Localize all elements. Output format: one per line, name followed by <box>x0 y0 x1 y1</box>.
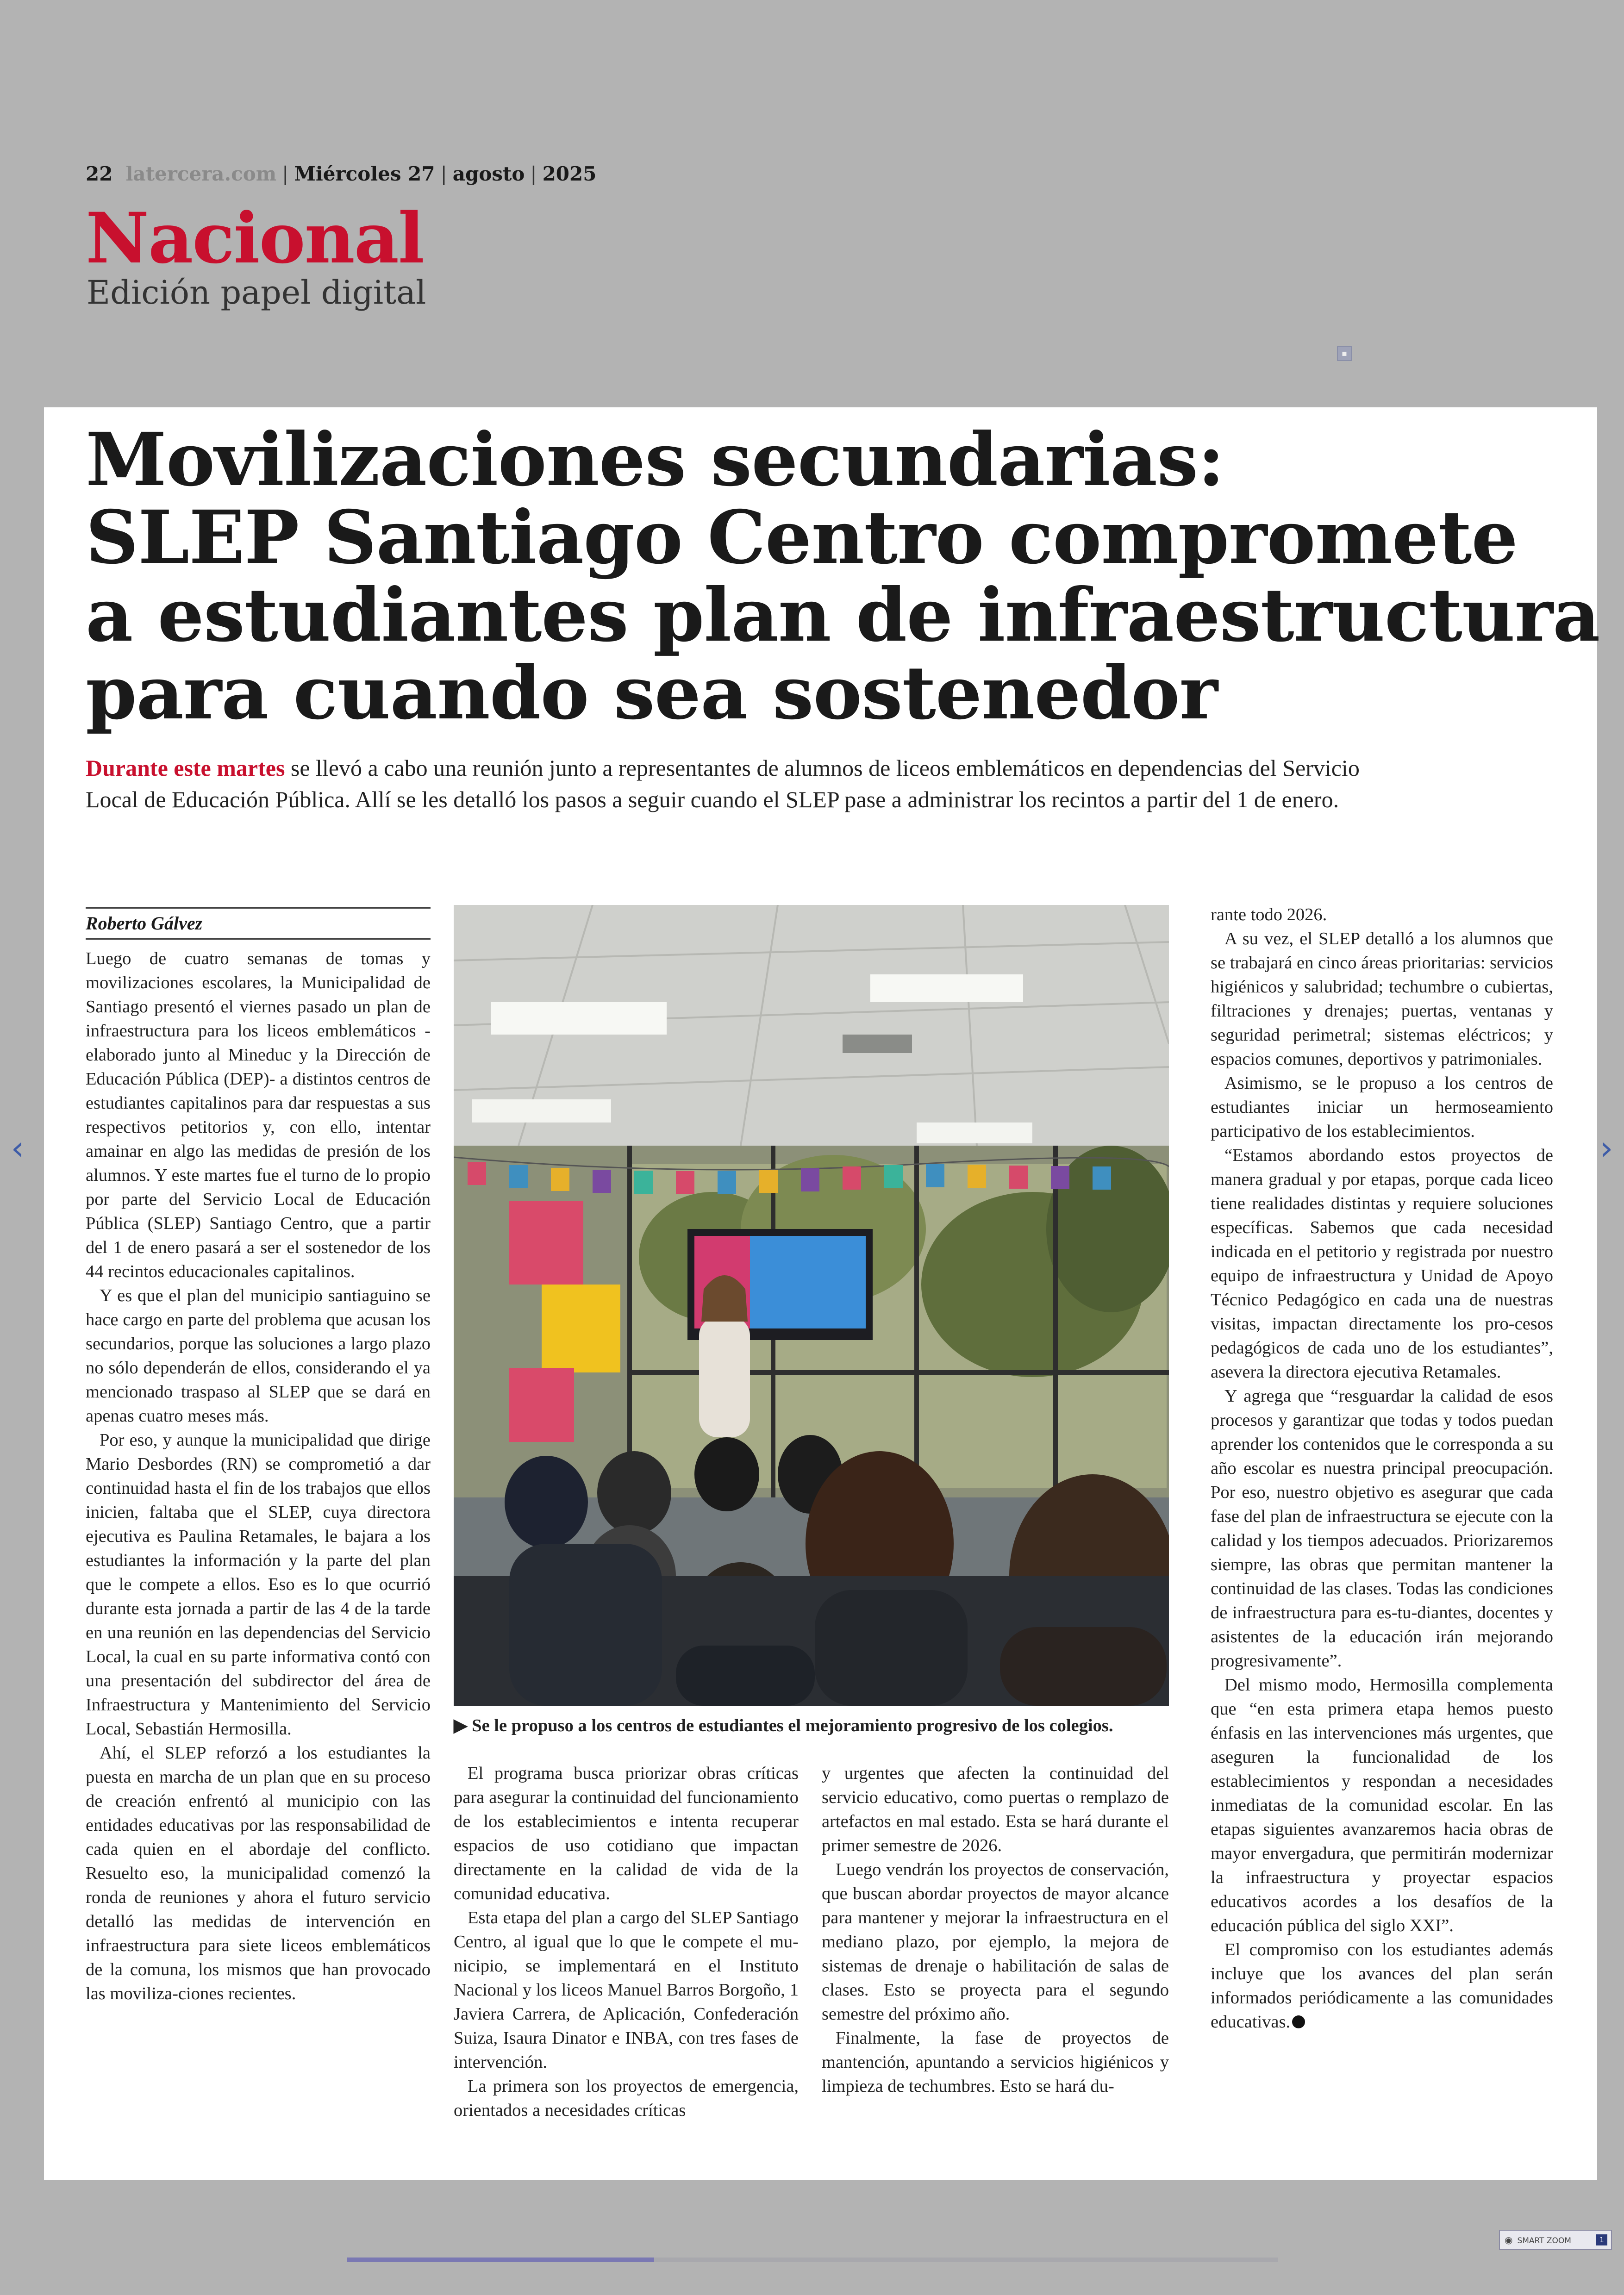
byline: Roberto Gálvez <box>86 907 431 940</box>
paragraph: A su vez, el SLEP detalló a los alumnos que se trabajará en cinco áreas prioritarias: servicios higiénicos y salubridad; techumbre o cubiertas, filtraciones y drenajes; puertas, ventanas y seguridad perimetral; sistemas eléctricos; y espacios comunes, deportivos y patrimoniales. <box>1211 929 1553 1069</box>
page-progress-fill <box>347 2258 654 2262</box>
separator: | <box>530 162 537 185</box>
article-headline <box>86 417 1600 736</box>
paragraph-text: El compromiso con los estudiantes además incluye que los avances del plan serán informados periódicamente a las comunidades educativas. <box>1211 1940 1553 2032</box>
separator: | <box>440 162 447 185</box>
article-column-4 <box>1211 903 1553 2034</box>
headline-line: SLEP Santiago Centro compromete <box>86 495 1518 580</box>
separator: | <box>282 162 289 185</box>
page-marker-icon[interactable]: ▪ <box>1337 346 1352 361</box>
headline-line: a estudiantes plan de infraestructura <box>86 573 1600 658</box>
article-photo <box>454 905 1169 1706</box>
paragraph: La primera son los proyectos de emergencia, orientados a necesidades críticas <box>454 2077 799 2120</box>
edition-label: Edición papel digital <box>87 274 426 312</box>
paragraph: Y es que el plan del municipio santiaguino se hace cargo en parte del problema que acusan los secundarios, porque las soluciones a largo plazo no sólo dependerán de ellos, considerando el ya mencionado traspaso al SLEP que se dará en apenas cuatro meses más. <box>86 1286 431 1426</box>
smart-zoom-button[interactable] <box>1499 2230 1612 2250</box>
paragraph: Ahí, el SLEP reforzó a los estudiantes la puesta en marcha de un plan que en su proceso de creación enfrentó al municipio con las entidades educativas por las responsabilidad de cada quien en el abordaje del conflicto. Resuelto eso, la municipalidad comenzó la ronda de reuniones y ahora el futuro servicio detalló las medidas de intervención en infraestructura para siete liceos emblemáticos de la comuna, los mismos que han provocado las moviliza-ciones recientes. <box>86 1743 431 2003</box>
paragraph: El programa busca priorizar obras críticas para asegurar la continuidad del funcionamiento de los establecimientos e intenta recuperar espacios de uso cotidiano que impactan directamente en la calidad de vida de la comunidad educativa. <box>454 1764 799 1903</box>
page-number: 22 <box>86 162 113 185</box>
end-mark-icon <box>1292 2015 1305 2028</box>
newspaper-page <box>44 407 1600 2180</box>
lead-text: se llevó a cabo una reunión junto a representantes de alumnos de liceos emblemáticos en dependencias del Servicio Local de Educación Pública. Allí se les detalló los pasos a seguir cuando el SLEP pase a administrar los recintos a partir del 1 de enero. <box>86 755 1360 812</box>
paragraph: y urgentes que afecten la continuidad del servicio educativo, como puertas o remplazo de artefactos en mal estado. Esta se hará durante el primer semestre de 2026. <box>822 1764 1169 1855</box>
article-lead <box>86 752 1382 815</box>
paragraph: Luego de cuatro semanas de tomas y movilizaciones escolares, la Municipalidad de Santiago presentó el viernes pasado un plan de infraestructura para los liceos emblemáticos -elaborado junto al Mineduc y la Dirección de Educación Pública (DEP)- a distintos centros de estudiantes capitalinos para dar respuestas a sus respectivos petitorios y, con ello, intentar amainar en algo las medidas de presión de los alumnos. Y este martes fue el turno de lo propio por parte del Servicio Local de Educación Pública (SLEP) Santiago Centro, que a partir del 1 de enero pasará a ser el sostenedor de los 44 recintos educacionales capitalinos. <box>86 949 431 1281</box>
smart-zoom-count: 1 <box>1596 2234 1607 2245</box>
article-column-1 <box>86 947 431 2006</box>
smart-zoom-label: SMART ZOOM <box>1517 2236 1571 2245</box>
lead-kicker: Durante este martes <box>86 755 285 781</box>
paragraph: “Estamos abordando estos proyectos de manera gradual y por etapas, porque cada liceo tiene realidades distintas y requiere soluciones específicas. Sabemos que cada necesidad indicada en el petitorio y registrada por nuestro equipo de infraestructura y Unidad de Apoyo Técnico Pedagógico en cada una de nuestras visitas, impactan directamente los pro-cesos pedagógicos de cada uno de los estudiantes”, asevera la directora ejecutiva Retamales. <box>1211 1146 1553 1382</box>
headline-line: Movilizaciones secundarias: <box>86 417 1224 503</box>
issue-month: agosto <box>452 162 525 185</box>
photo-caption <box>454 1714 1169 1738</box>
article-column-2 <box>454 1761 799 2122</box>
site-name[interactable]: latercera.com <box>125 162 277 185</box>
paragraph: Del mismo modo, Hermosilla complementa que “en esta primera etapa hemos puesto énfasis en las intervenciones más urgentes, que aseguren la funcionalidad de los establecimientos y respondan a necesidades inmediatas de la comunidad escolar. En las etapas siguientes avanzaremos hacia obras de mayor envergadura, que permitirán modernizar la infraestructura y proyectar espacios educativos acordes a los desafíos de la educación pública del siglo XXI”. <box>1211 1675 1553 1935</box>
article-column-3 <box>822 1761 1169 2098</box>
caption-marker-icon: ▶ <box>454 1716 468 1735</box>
paragraph: Luego vendrán los proyectos de conservación, que buscan abordar proyectos de mayor alcance para mantener y mejorar la infraestructura en el mediano plazo, por ejemplo, la mejora de sistemas de drenaje o habilitación de salas de clases. Esto se proyecta para el segundo semestre del próximo año. <box>822 1860 1169 2024</box>
issue-day: Miércoles 27 <box>294 162 435 185</box>
paragraph: Finalmente, la fase de proyectos de mantención, apuntando a servicios higiénicos y limpieza de techumbres. Esto se hará du- <box>822 2028 1169 2096</box>
next-page-icon[interactable]: › <box>1599 1129 1613 1167</box>
paragraph: Asimismo, se le propuso a los centros de estudiantes iniciar un hermoseamiento participativo de los establecimientos. <box>1211 1073 1553 1141</box>
eye-icon: ◉ <box>1505 2234 1513 2245</box>
section-title: Nacional <box>86 198 424 279</box>
paragraph <box>1211 1938 1553 2034</box>
previous-page-icon[interactable]: ‹ <box>11 1129 25 1167</box>
caption-text: Se le propuso a los centros de estudiantes el mejoramiento progresivo de los colegios. <box>472 1716 1113 1735</box>
page-progress-bar[interactable] <box>347 2258 1278 2262</box>
headline-line: para cuando sea sostenedor <box>86 650 1218 736</box>
paragraph: Esta etapa del plan a cargo del SLEP Santiago Centro, al igual que lo que le compete el mu-nicipio, se implementará en el Instituto Nacional y los liceos Manuel Barros Borgoño, 1 Javiera Carrera, de Aplicación, Confederación Suiza, Isaura Dinator e INBA, con tres fases de intervención. <box>454 1908 799 2072</box>
issue-year: 2025 <box>542 162 597 185</box>
paragraph: rante todo 2026. <box>1211 905 1327 924</box>
paragraph: Y agrega que “resguardar la calidad de esos procesos y garantizar que todas y todos puedan aprender los contenidos que le corresponda a su año escolar es nuestra principal preocupación. Por eso, nuestro objetivo es asegurar que cada fase del plan de infraestructura se ejecute con la calidad y los tiempos adecuados. Priorizaremos siempre, las obras que permitan mantener la continuidad de las clases. Todas las condiciones de infraestructura para es-tu-diantes, docentes y asistentes de la educación irán mejorando progresivamente”. <box>1211 1386 1553 1671</box>
page-header <box>86 161 596 187</box>
paragraph: Por eso, y aunque la municipalidad que dirige Mario Desbordes (RN) se comprometió a dar continuidad hasta el fin de los trabajos que ellos inicien, faltaba que el SLEP, cuya directora ejecutiva es Paulina Retamales, le bajara a los estudiantes la información y la parte del plan que le compete a ellos. Eso es lo que ocurrió durante esta jornada a partir de las 4 de la tarde en una reunión en las dependencias del Servicio Local, la cual en su parte informativa contó con una presentación del subdirector del área de Infraestructura y Mantenimiento del Servicio Local, Sebastián Hermosilla. <box>86 1430 431 1739</box>
